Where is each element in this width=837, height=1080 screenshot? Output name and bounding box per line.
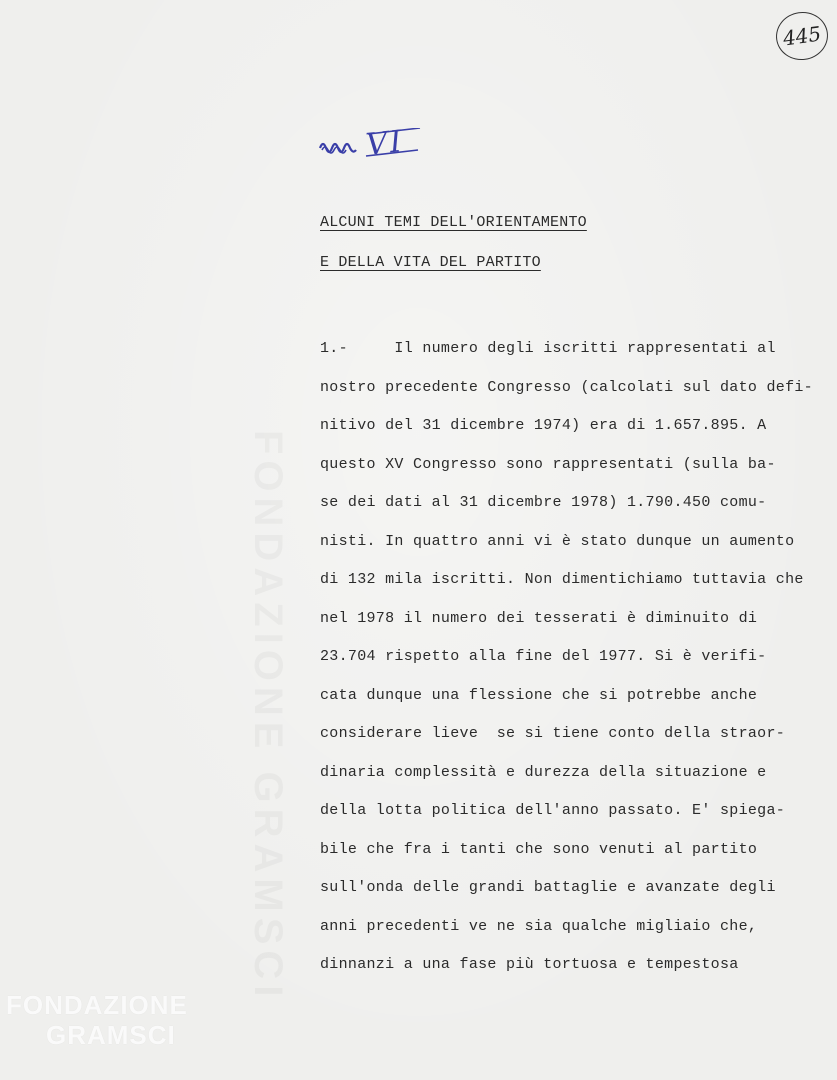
body-line: cata dunque una flessione che si potrebbe anche <box>320 686 758 704</box>
foundation-logo <box>6 990 188 1050</box>
body-line: della lotta politica dell'anno passato. E' spiega- <box>320 802 786 819</box>
body-paragraph <box>320 330 820 985</box>
heading-line-2: E DELLA VITA DEL PARTITO <box>320 254 541 271</box>
body-line: dinaria complessità e durezza della situazione e <box>320 763 767 781</box>
body-line: questo XV Congresso sono rappresentati (sulla ba- <box>320 455 776 473</box>
body-line: nostro precedente Congresso (calcolati sul dato defi- <box>320 378 813 396</box>
heading-line-1: ALCUNI TEMI DELL'ORIENTAMENTO <box>320 214 587 231</box>
body-line: anni precedenti ve ne sia qualche migliaio che, <box>320 917 758 935</box>
numeral-underline-icon <box>364 128 424 158</box>
body-line: bile che fra i tanti che sono venuti al partito <box>320 840 758 858</box>
body-line: 23.704 rispetto alla fine del 1977. Si è verifi- <box>320 648 767 665</box>
body-line: dinnanzi a una fase più tortuosa e tempestosa <box>320 956 739 973</box>
logo-text-2: GRAMSCI <box>46 1020 176 1050</box>
scribble-mark-icon <box>318 136 358 156</box>
body-line: considerare lieve se si tiene conto della straor- <box>320 725 786 742</box>
body-line: sull'onda delle grandi battaglie e avanzate degli <box>320 879 776 896</box>
logo-text: FONDAZIONE <box>6 990 188 1020</box>
page-number-stamp: 445 <box>773 9 831 64</box>
section-numeral: VI <box>364 124 406 163</box>
body-line: 1.- Il numero degli iscritti rappresentati al <box>320 340 776 357</box>
body-line: nel 1978 il numero dei tesserati è diminuito di <box>320 609 758 627</box>
body-line: nisti. In quattro anni vi è stato dunque un aumento <box>320 532 795 550</box>
body-line: di 132 mila iscritti. Non dimentichiamo tuttavia che <box>320 571 804 588</box>
body-line: nitivo del 31 dicembre 1974) era di 1.657.895. A <box>320 417 767 434</box>
watermark <box>245 430 290 1002</box>
body-line: se dei dati al 31 dicembre 1978) 1.790.450 comu- <box>320 494 767 511</box>
